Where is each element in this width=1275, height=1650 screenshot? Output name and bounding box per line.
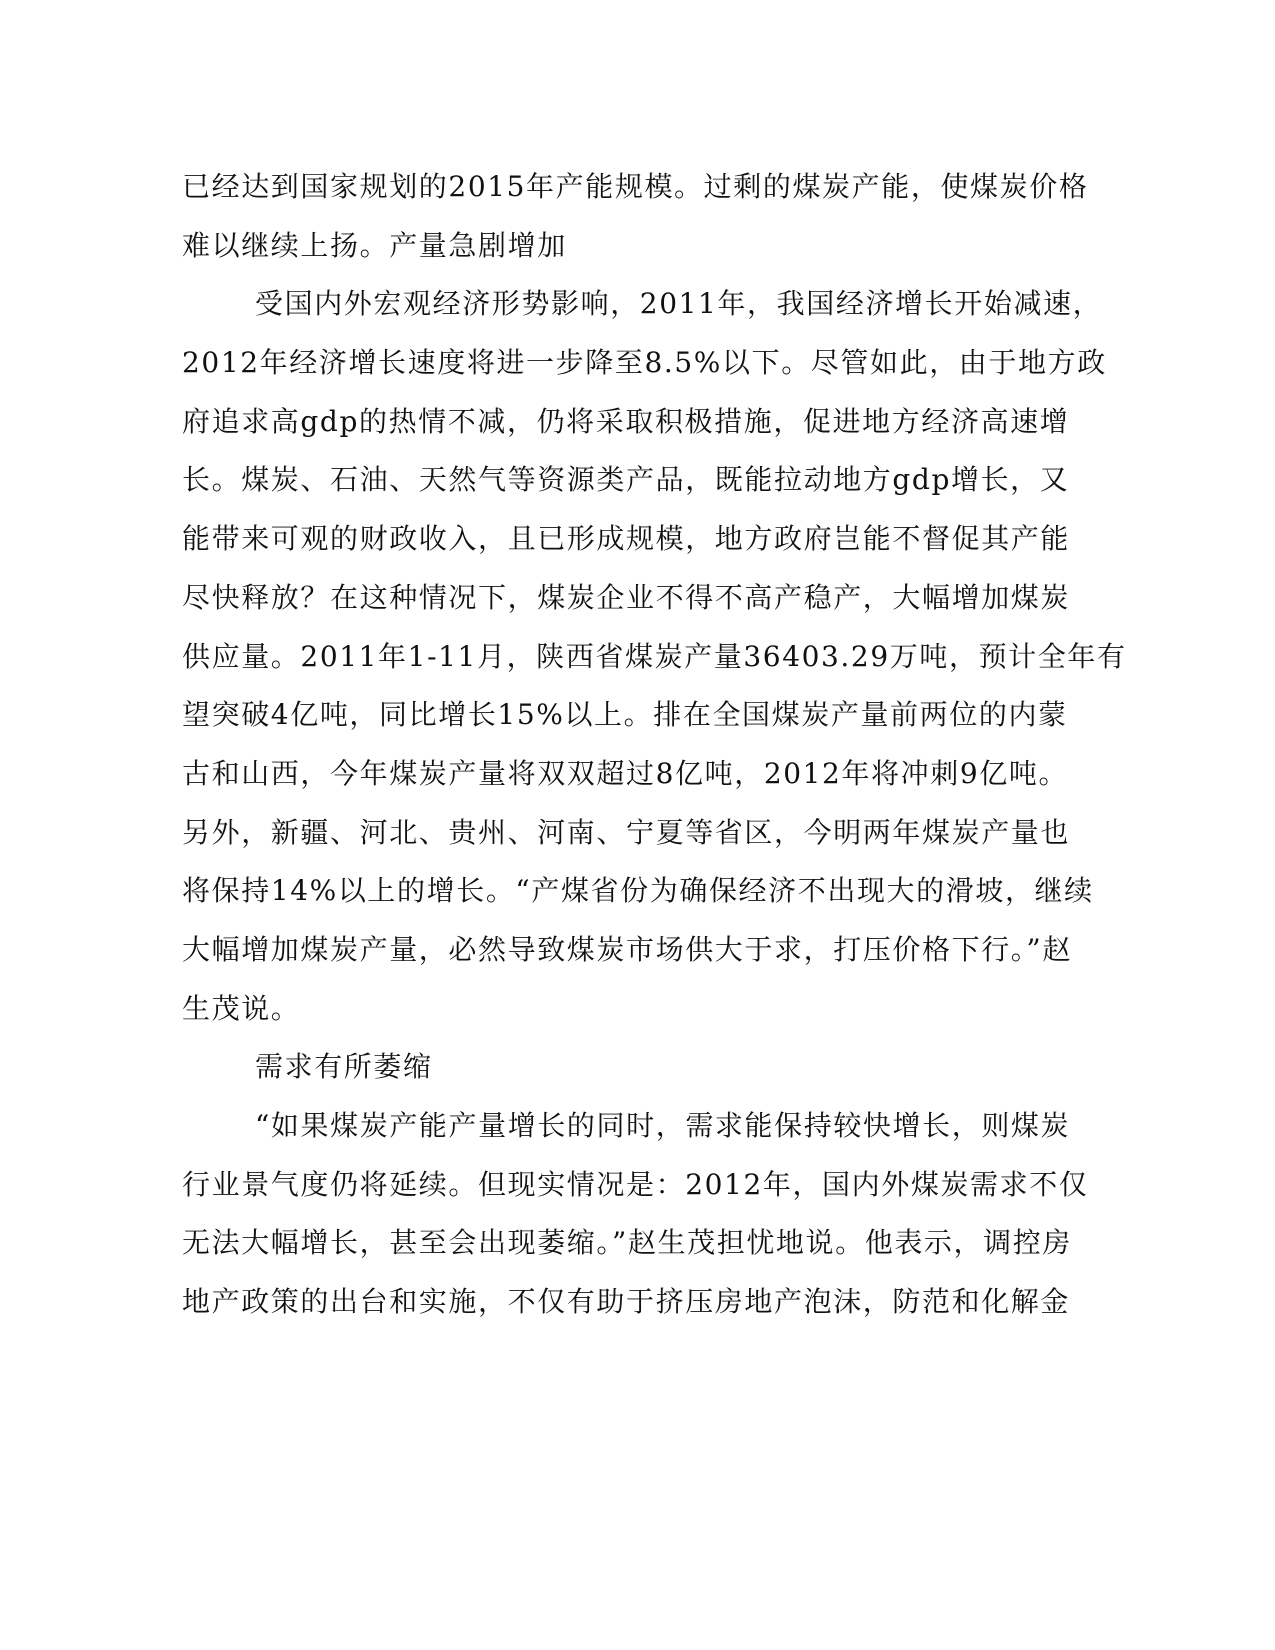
text-line: 尽快释放？在这种情况下，煤炭企业不得不高产稳产，大幅增加煤炭 bbox=[182, 580, 1071, 614]
text-line: 望突破4亿吨，同比增长15%以上。排在全国煤炭产量前两位的内蒙 bbox=[182, 698, 1068, 732]
text-line: 另外，新疆、河北、贵州、河南、宁夏等省区，今明两年煤炭产量也 bbox=[182, 815, 1071, 849]
text-line: 生茂说。 bbox=[182, 991, 301, 1025]
document-body bbox=[182, 158, 1127, 1332]
text-line: 供应量。2011年1-11月，陕西省煤炭产量36403.29万吨，预计全年有 bbox=[182, 639, 1127, 673]
text-line: 地产政策的出台和实施，不仅有助于挤压房地产泡沫，防范和化解金 bbox=[182, 1285, 1071, 1319]
text-line: 已经达到国家规划的2015年产能规模。过剩的煤炭产能，使煤炭价格 bbox=[182, 170, 1089, 203]
text-line: “如果煤炭产能产量增长的同时，需求能保持较快增长，则煤炭 bbox=[255, 1109, 1071, 1142]
text-line: 古和山西，今年煤炭产量将双双超过8亿吨，2012年将冲刺9亿吨。 bbox=[182, 756, 1069, 790]
text-line: 难以继续上扬。产量急剧增加 bbox=[182, 228, 567, 262]
text-line: 无法大幅增长，甚至会出现萎缩。”赵生茂担忧地说。他表示，调控房 bbox=[182, 1226, 1072, 1260]
text-line: 能带来可观的财政收入，且已形成规模，地方政府岂能不督促其产能 bbox=[182, 522, 1071, 556]
text-line: 府追求高gdp的热情不减，仍将采取积极措施，促进地方经济高速增 bbox=[182, 404, 1070, 438]
text-line: 将保持14%以上的增长。“产煤省份为确保经济不出现大的滑坡，继续 bbox=[182, 874, 1094, 908]
text-line: 长。煤炭、石油、天然气等资源类产品，既能拉动地方gdp增长，又 bbox=[182, 463, 1070, 497]
text-line: 受国内外宏观经济形势影响，2011年，我国经济增长开始减速， bbox=[255, 287, 1103, 321]
text-line: 2012年经济增长速度将进一步降至8.5%以下。尽管如此，由于地方政 bbox=[182, 346, 1107, 380]
text-line: 大幅增加煤炭产量，必然导致煤炭市场供大于求，打压价格下行。”赵 bbox=[182, 932, 1072, 966]
text-line: 行业景气度仍将延续。但现实情况是：2012年，国内外煤炭需求不仅 bbox=[182, 1167, 1089, 1201]
section-heading: 需求有所萎缩 bbox=[255, 1050, 433, 1084]
